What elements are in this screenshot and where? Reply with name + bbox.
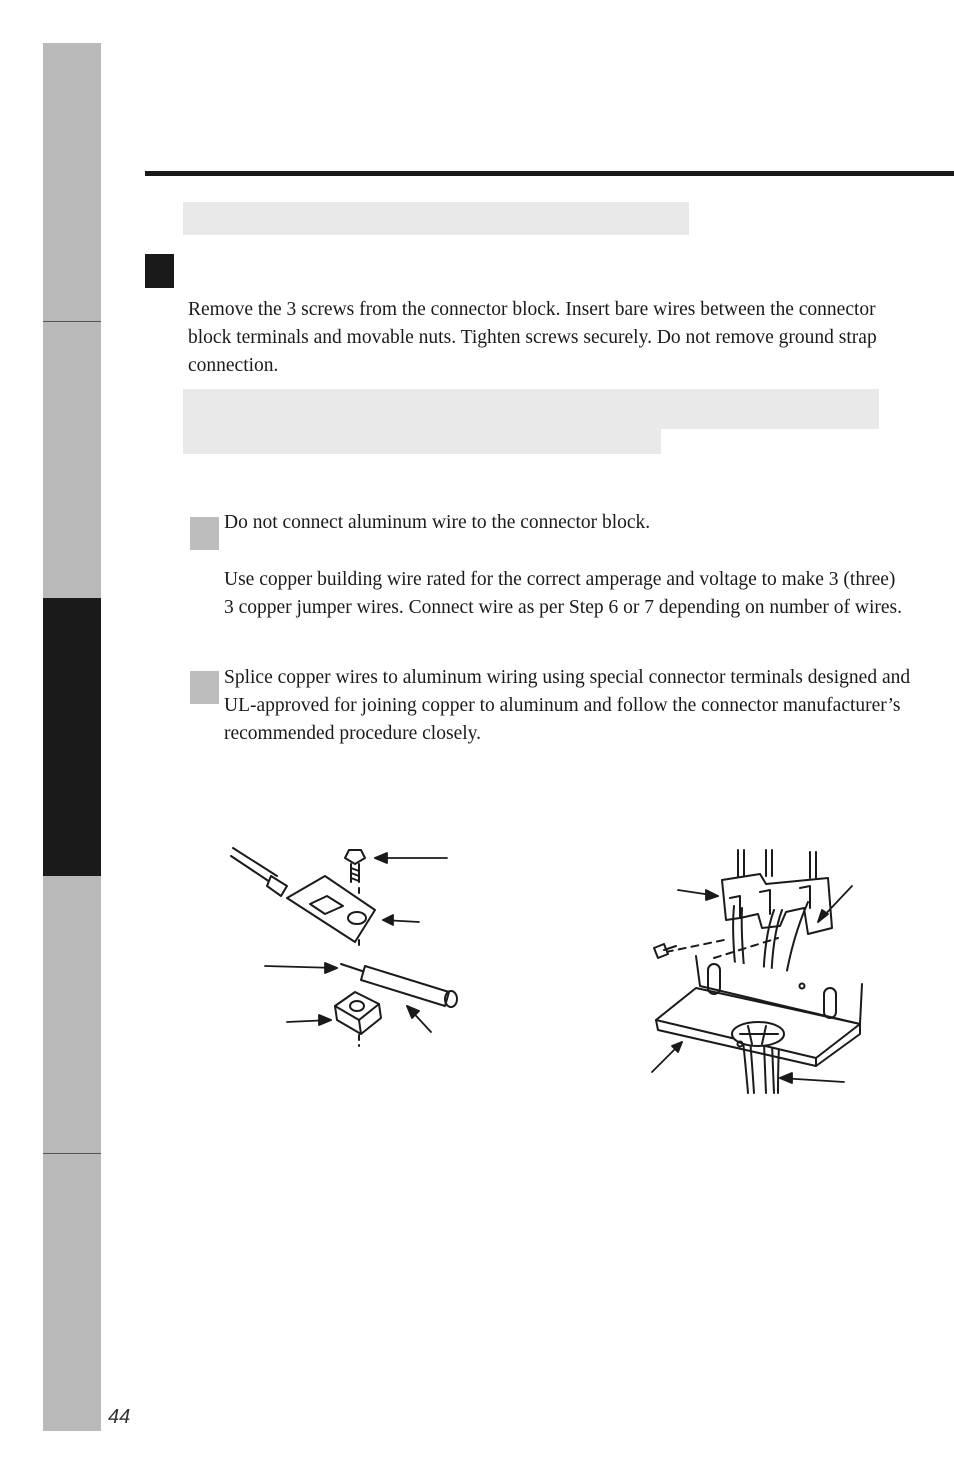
wire-lead-icon — [231, 848, 287, 896]
redacted-heading-bar — [183, 202, 689, 235]
aluminum-item-1: Do not connect aluminum wire to the connector block. — [224, 512, 651, 533]
connector-block-bracket-illustration — [648, 848, 863, 1093]
redacted-warning-bar — [183, 389, 879, 429]
page-number: 44 — [108, 1406, 131, 1428]
header-rule — [145, 171, 954, 176]
terminal-connection-illustration — [225, 840, 465, 1055]
screw-icon — [345, 850, 365, 882]
aluminum-item-2: Splice copper wires to aluminum wiring using special connector terminals designed and UL-approved for joining copper to aluminum and follow the connector manufacturer’s recommended procedure closely. — [224, 667, 911, 744]
sidebar-tab-3-active — [43, 598, 101, 876]
bullet-box — [190, 671, 219, 704]
mounting-bracket-icon — [656, 956, 862, 1066]
sidebar-tab-2 — [43, 322, 101, 598]
sidebar-tabs — [43, 43, 101, 1431]
nut-icon — [335, 992, 381, 1034]
sidebar-tab-5 — [43, 1154, 101, 1431]
redacted-warning-bar — [183, 429, 661, 454]
ring-terminal-icon — [287, 876, 375, 942]
step-marker — [145, 254, 174, 288]
aluminum-item-1-detail: Use copper building wire rated for the correct amperage and voltage to make 3 (three) 3 copper jumper wires. Connect wire as per Step 6 or 7 depending on number of wires. — [224, 569, 902, 618]
sidebar-tab-4 — [43, 876, 101, 1153]
step-instructions: Remove the 3 screws from the connector block. Insert bare wires between the connector block terminals and movable nuts. Tighten screws securely. Do not remove ground strap connection. — [188, 299, 877, 376]
sidebar-tab-1 — [43, 43, 101, 321]
bullet-box — [190, 517, 219, 550]
